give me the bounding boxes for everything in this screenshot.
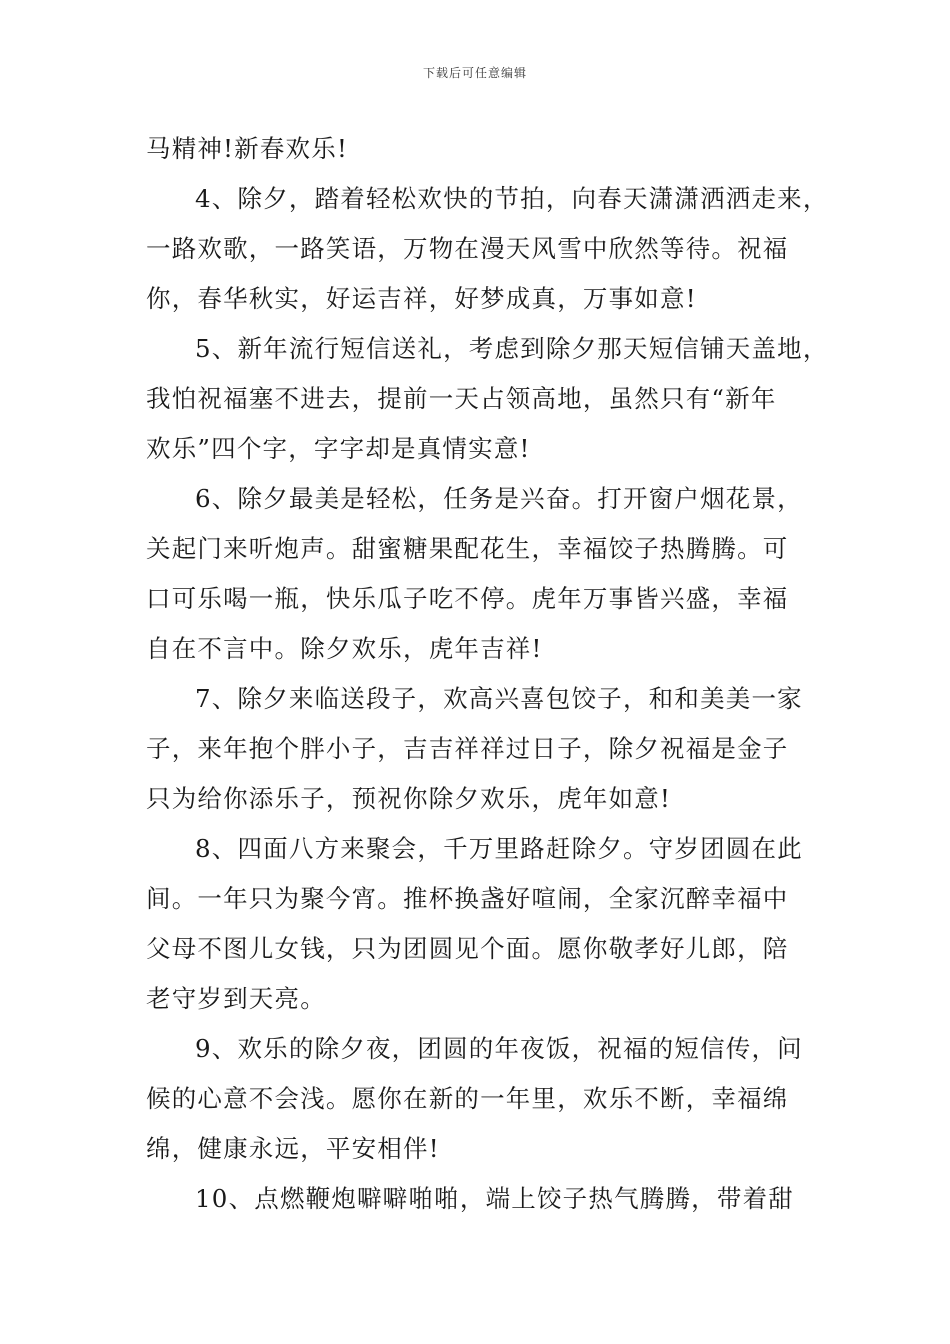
- text-line: 自在不言中。除夕欢乐，虎年吉祥!: [146, 634, 543, 663]
- text-line: 候的心意不会浅。愿你在新的一年里，欢乐不断，幸福绵: [146, 1084, 789, 1113]
- text-line: 老守岁到天亮。: [146, 984, 326, 1013]
- page-header: 下载后可任意编辑: [422, 66, 527, 80]
- text-line: 5、新年流行短信送礼，考虑到除夕那天短信铺天盖地，: [195, 334, 829, 363]
- text-line: 9、欢乐的除夕夜，团圆的年夜饭，祝福的短信传，问: [195, 1034, 803, 1063]
- text-line: 10、点燃鞭炮噼噼啪啪，端上饺子热气腾腾，带着甜: [195, 1184, 794, 1213]
- text-line: 7、除夕来临送段子，欢高兴喜包饺子，和和美美一家: [195, 684, 803, 713]
- text-line: 关起门来听炮声。甜蜜糖果配花生，幸福饺子热腾腾。可: [146, 534, 789, 563]
- text-line: 4、除夕，踏着轻松欢快的节拍，向春天潇潇洒洒走来，: [195, 184, 829, 213]
- text-line: 一路欢歌，一路笑语，万物在漫天风雪中欣然等待。祝福: [146, 234, 789, 263]
- text-line: 你，春华秋实，好运吉祥，好梦成真，万事如意!: [146, 284, 697, 313]
- text-line: 口可乐喝一瓶，快乐瓜子吃不停。虎年万事皆兴盛，幸福: [146, 584, 789, 613]
- document-body: [146, 124, 829, 1224]
- text-line: 我怕祝福塞不进去，提前一天占领高地，虽然只有“新年: [146, 384, 777, 413]
- text-line: 欢乐”四个字，字字却是真情实意!: [146, 434, 531, 463]
- text-line: 马精神!新春欢乐!: [146, 134, 348, 163]
- text-line: 父母不图儿女钱，只为团圆见个面。愿你敬孝好儿郎，陪: [146, 934, 789, 963]
- text-line: 8、四面八方来聚会，千万里路赶除夕。守岁团圆在此: [195, 834, 803, 863]
- text-line: 子，来年抱个胖小子，吉吉祥祥过日子，除夕祝福是金子: [146, 734, 789, 763]
- text-line: 间。一年只为聚今宵。推杯换盏好喧闹，全家沉醉幸福中: [146, 884, 789, 913]
- text-line: 绵，健康永远，平安相伴!: [146, 1134, 440, 1163]
- text-line: 只为给你添乐子，预祝你除夕欢乐，虎年如意!: [146, 784, 672, 813]
- text-line: 6、除夕最美是轻松，任务是兴奋。打开窗户烟花景，: [195, 484, 803, 513]
